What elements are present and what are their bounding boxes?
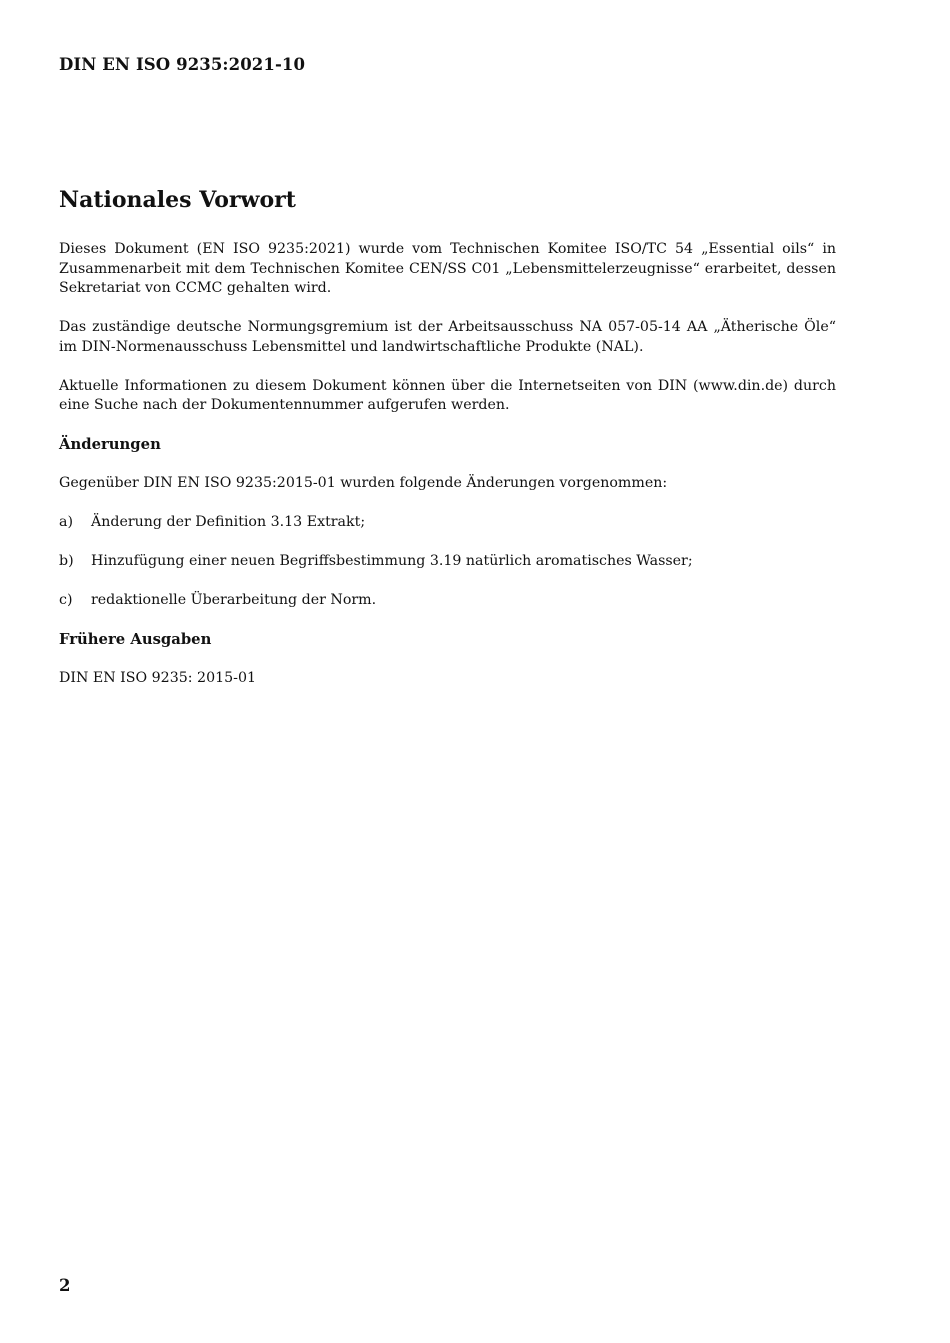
list-item-text: Hinzufügung einer neuen Begriffsbestimmung 3.19 natürlich aromatisches Wasser; [91,553,693,569]
paragraph-national-body: Das zuständige deutsche Normungsgremium ist der Arbeitsausschuss NA 057-05-14 AA „Ätherische Öle“ im DIN-Normenausschuss Lebensmittel und landwirtschaftliche Produkte (NAL). [59,319,836,355]
list-item-text: Änderung der Definition 3.13 Extrakt; [91,514,366,530]
list-item [59,513,836,533]
changes-heading: Änderungen [59,436,161,453]
section-body [59,240,836,708]
list-item-marker: a) [59,514,73,530]
previous-editions-text: DIN EN ISO 9235: 2015-01 [59,670,256,686]
paragraph-current-info: Aktuelle Informationen zu diesem Dokument können über die Internetseiten von DIN (www.din.de) durch eine Suche nach der Dokumentennummer aufgerufen werden. [59,377,836,413]
list-item-marker: c) [59,592,73,608]
changes-list [59,513,836,611]
page-number: 2 [59,1276,71,1295]
paragraph-committee: Dieses Dokument (EN ISO 9235:2021) wurde vom Technischen Komitee ISO/TC 54 „Essential oils“ in Zusammenarbeit mit dem Technischen Komitee CEN/SS C01 „Lebensmittelerzeugnisse“ erarbeitet, dessen Sekretariat von CCMC gehalten wird. [59,241,836,296]
changes-intro: Gegenüber DIN EN ISO 9235:2015-01 wurden folgende Änderungen vorgenommen: [59,475,668,491]
section-title: Nationales Vorwort [59,187,296,213]
list-item-text: redaktionelle Überarbeitung der Norm. [91,592,377,608]
previous-editions-heading: Frühere Ausgaben [59,631,212,648]
list-item [59,552,836,572]
list-item-marker: b) [59,553,74,569]
list-item [59,591,836,611]
document-id-header: DIN EN ISO 9235:2021-10 [59,55,306,74]
